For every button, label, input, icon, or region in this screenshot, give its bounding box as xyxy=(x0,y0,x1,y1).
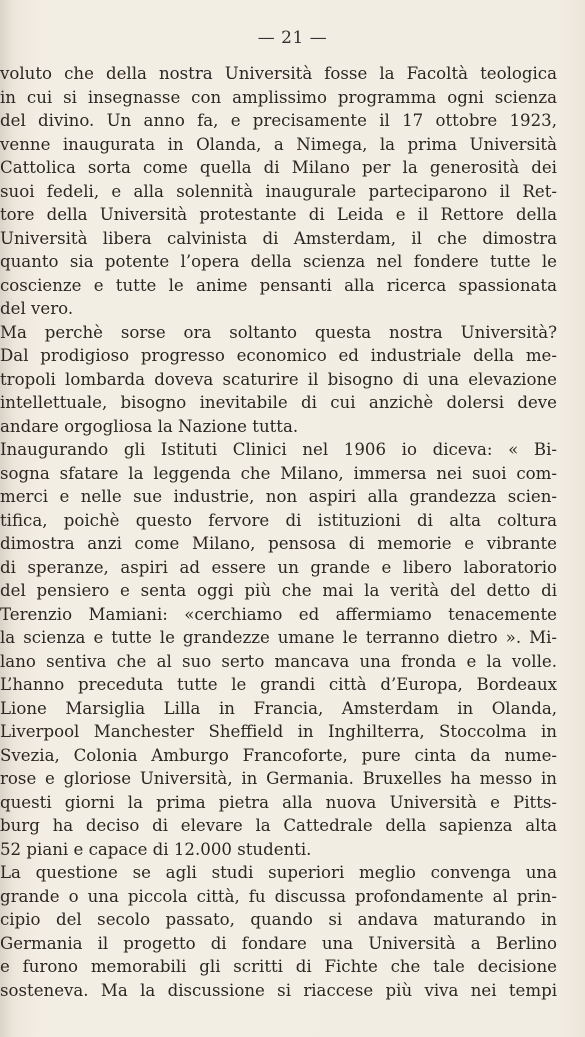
text-line: quanto sia potente l’opera della scienza nel fondere tutte le xyxy=(0,252,557,271)
text-line: di speranze, aspiri ad essere un grande e libero laboratorio xyxy=(0,557,557,577)
paragraph-start-line: Inaugurando gli Istituti Clinici nel 1906 io diceva: « Bi- xyxy=(0,440,557,459)
text-line: coscienze e tutte le anime pensanti alla ricerca spassionata xyxy=(0,275,557,295)
text-line: voluto che della nostra Università fosse la Facoltà teologica xyxy=(0,64,557,83)
text-line: sogna sfatare la leggenda che Milano, immersa nei suoi com- xyxy=(0,463,557,483)
text-line: in cui si insegnasse con amplissimo programma ogni scienza xyxy=(0,87,557,107)
text-line: lano sentiva che al suo serto mancava una fronda e la volle. xyxy=(0,651,557,671)
text-line: grande o una piccola città, fu discussa profondamente al prin- xyxy=(0,886,557,906)
text-line: merci e nelle sue industrie, non aspiri alla grandezza scien- xyxy=(0,487,557,506)
text-line: suoi fedeli, e alla solennità inaugurale parteciparono il Ret- xyxy=(0,181,557,201)
text-line: Università libera calvinista di Amsterdam, il che dimostra xyxy=(0,228,557,248)
text-line: sosteneva. Ma la discussione si riaccese più viva nei tempi xyxy=(0,980,557,1000)
text-line: Liverpool Manchester Sheffield in Inghilterra, Stoccolma in xyxy=(0,722,557,741)
text-line: Terenzio Mamiani: «cerchiamo ed affermiamo tenacemente xyxy=(0,604,557,624)
paragraph-end-line: del vero. xyxy=(0,299,74,318)
text-line: e furono memorabili gli scritti di Fichte che tale decisione xyxy=(0,957,557,976)
text-line: dimostra anzi come Milano, pensosa di memorie e vibrante xyxy=(0,534,557,553)
text-line: Svezia, Colonia Amburgo Francoforte, pure cinta da nume- xyxy=(0,745,557,765)
text-line: del divino. Un anno fa, e precisamente il 17 ottobre 1923, xyxy=(0,111,557,130)
text-line: venne inaugurata in Olanda, a Nimega, la prima Università xyxy=(0,134,557,154)
text-line: Dal prodigioso progresso economico ed industriale della me- xyxy=(0,346,557,365)
text-line: L’hanno preceduta tutte le grandi città d’Europa, Bordeaux xyxy=(0,675,557,694)
text-line: Lione Marsiglia Lilla in Francia, Amsterdam in Olanda, xyxy=(0,698,557,718)
text-line: Germania il progetto di fondare una Università a Berlino xyxy=(0,933,557,953)
text-line: Cattolica sorta come quella di Milano per la generosità dei xyxy=(0,158,557,177)
text-line: tropoli lombarda doveva scaturire il bisogno di una elevazione xyxy=(0,369,557,389)
paragraph-end-line: andare orgogliosa la Nazione tutta. xyxy=(0,416,299,436)
text-line: cipio del secolo passato, quando si andava maturando in xyxy=(0,910,557,929)
text-line: burg ha deciso di elevare la Cattedrale della sapienza alta xyxy=(0,816,557,835)
body-text xyxy=(0,62,557,1002)
text-line: tore della Università protestante di Leida e il Rettore della xyxy=(0,205,557,224)
text-line: questi giorni la prima pietra alla nuova Università e Pitts- xyxy=(0,792,557,812)
paragraph-end-line: 52 piani e capace di 12.000 studenti. xyxy=(0,839,312,859)
text-line: tifica, poichè questo fervore di istituzioni di alta coltura xyxy=(0,510,557,530)
paragraph-start-line: Ma perchè sorse ora soltanto questa nostra Università? xyxy=(0,322,557,342)
text-line: rose e gloriose Università, in Germania. Bruxelles ha messo in xyxy=(0,769,557,788)
text-line: intellettuale, bisogno inevitabile di cui anzichè dolersi deve xyxy=(0,393,557,412)
text-line: la scienza e tutte le grandezze umane le terranno dietro ». Mi- xyxy=(0,628,557,647)
page-number: — 21 — xyxy=(257,28,328,48)
paragraph-start-line: La questione se agli studi superiori meglio convenga una xyxy=(0,863,557,882)
text-line: del pensiero e senta oggi più che mai la verità del detto di xyxy=(0,581,557,600)
